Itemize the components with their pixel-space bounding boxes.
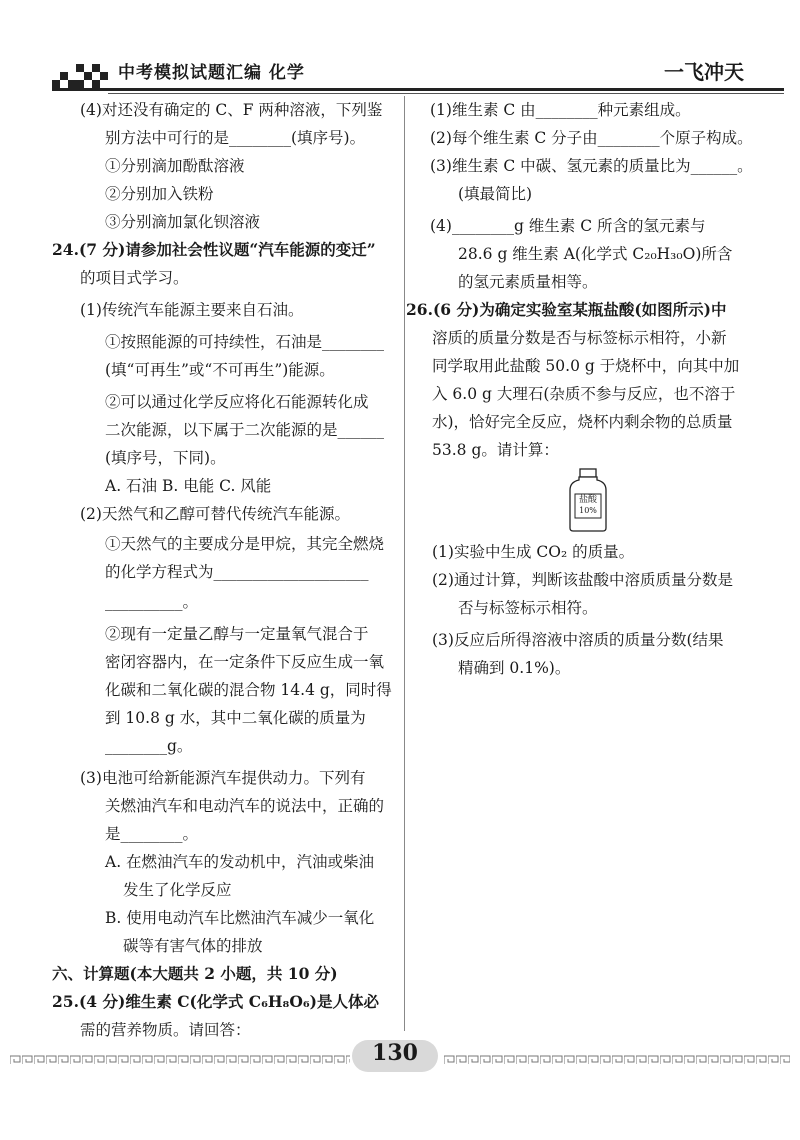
text-line: 发生了化学反应	[123, 881, 232, 899]
text-line: ②现有一定量乙醇与一定量氧气混合于	[105, 625, 369, 643]
text-line: (4)________g 维生素 C 所含的氢元素与	[430, 217, 706, 235]
text-line: ②可以通过化学反应将化石能源转化成	[105, 393, 369, 411]
text-line: (填“可再生”或“不可再生”)能源。	[105, 361, 335, 379]
footer-pattern-right	[444, 1050, 790, 1060]
text-line: 的氢元素质量相等。	[458, 273, 598, 291]
text-line: 二次能源，以下属于二次能源的是______	[105, 421, 385, 439]
header-rule-thin	[108, 93, 784, 94]
text-line: (2)每个维生素 C 分子由________个原子构成。	[430, 129, 753, 147]
question-26: 26.(6 分)为确定实验室某瓶盐酸(如图所示)中	[406, 300, 727, 319]
text-line: 化碳和二氧化碳的混合物 14.4 g，同时得	[105, 681, 392, 699]
text-line: (3)电池可给新能源汽车提供动力。下列有	[80, 769, 366, 787]
text-line: ①天然气的主要成分是甲烷，其完全燃烧	[105, 535, 385, 553]
text-line: (1)传统汽车能源主要来自石油。	[80, 301, 304, 319]
text-line: ②分别加入铁粉	[105, 185, 214, 203]
text-line: 同学取用此盐酸 50.0 g 于烧杯中，向其中加	[432, 357, 740, 375]
text-line: 碳等有害气体的排放	[123, 937, 263, 955]
hydrochloric-acid-bottle	[566, 468, 610, 532]
text-line: 53.8 g。请计算：	[432, 441, 559, 459]
header-title: 中考模拟试题汇编 化学	[118, 63, 305, 83]
text-line: 溶质的质量分数是否与标签标示相符，小新	[432, 329, 727, 347]
text-line: (2)天然气和乙醇可替代传统汽车能源。	[80, 505, 350, 523]
text-line: 的项目式学习。	[80, 269, 189, 287]
text-line: 的化学方程式为____________________	[105, 563, 369, 581]
greek-key-pattern-icon	[444, 1055, 790, 1065]
text-line: A. 在燃油汽车的发动机中，汽油或柴油	[105, 853, 375, 871]
header-brand: 一飞冲天	[664, 60, 744, 84]
question-24: 24.(7 分)请参加社会性议题“汽车能源的变迁”	[52, 240, 376, 259]
checker-icon	[52, 58, 108, 92]
text-line: 需的营养物质。请回答：	[80, 1021, 251, 1039]
text-line: (3)维生素 C 中碳、氢元素的质量比为______。	[430, 157, 753, 175]
text-line: 关燃油汽车和电动汽车的说法中，正确的	[105, 797, 385, 815]
text-line: 水)，恰好完全反应，烧杯内剩余物的总质量	[432, 413, 733, 431]
text-line: (4)对还没有确定的 C、F 两种溶液，下列鉴	[80, 101, 383, 119]
text-line: ①分别滴加酚酞溶液	[105, 157, 245, 175]
header-rule	[108, 88, 784, 91]
text-line: 否与标签标示相符。	[458, 599, 598, 617]
bottle-label-percent: 10%	[579, 506, 597, 515]
header-checker-logo	[52, 58, 108, 92]
text-line: (填序号，下同)。	[105, 449, 226, 467]
text-line: B. 使用电动汽车比燃油汽车减少一氧化	[105, 909, 375, 927]
text-line: 密闭容器内，在一定条件下反应生成一氧	[105, 653, 385, 671]
text-line: ________g。	[105, 737, 193, 755]
bottle-label-name: 盐酸	[578, 495, 597, 505]
text-line: 入 6.0 g 大理石(杂质不参与反应，也不溶于	[432, 385, 736, 403]
page-number: 130	[372, 1040, 418, 1066]
footer-pattern-left	[10, 1050, 350, 1060]
text-line: ③分别滴加氯化钡溶液	[105, 213, 261, 231]
greek-key-pattern-icon	[10, 1055, 350, 1065]
text-line: 别方法中可行的是________(填序号)。	[105, 129, 366, 147]
text-line: 28.6 g 维生素 A(化学式 C₂₀H₃₀O)所含	[458, 245, 733, 263]
text-line: 是________。	[105, 825, 199, 843]
column-divider	[404, 96, 405, 1031]
text-line: __________。	[105, 593, 199, 611]
text-line: 精确到 0.1%)。	[458, 659, 571, 677]
text-line: ①按照能源的可持续性，石油是________	[105, 333, 385, 351]
section-heading: 六、计算题(本大题共 2 小题，共 10 分)	[52, 964, 338, 983]
text-line: 到 10.8 g 水，其中二氧化碳的质量为	[105, 709, 366, 727]
options-line: A. 石油 B. 电能 C. 风能	[105, 477, 272, 495]
text-line: (2)通过计算，判断该盐酸中溶质质量分数是	[432, 571, 733, 589]
text-line: (1)实验中生成 CO₂ 的质量。	[432, 543, 635, 561]
text-line: (3)反应后所得溶液中溶质的质量分数(结果	[432, 631, 724, 649]
text-line: (1)维生素 C 由________种元素组成。	[430, 101, 691, 119]
text-line: (填最简比)	[458, 185, 533, 203]
question-25: 25.(4 分)维生素 C(化学式 C₆H₈O₆)是人体必	[52, 992, 379, 1011]
